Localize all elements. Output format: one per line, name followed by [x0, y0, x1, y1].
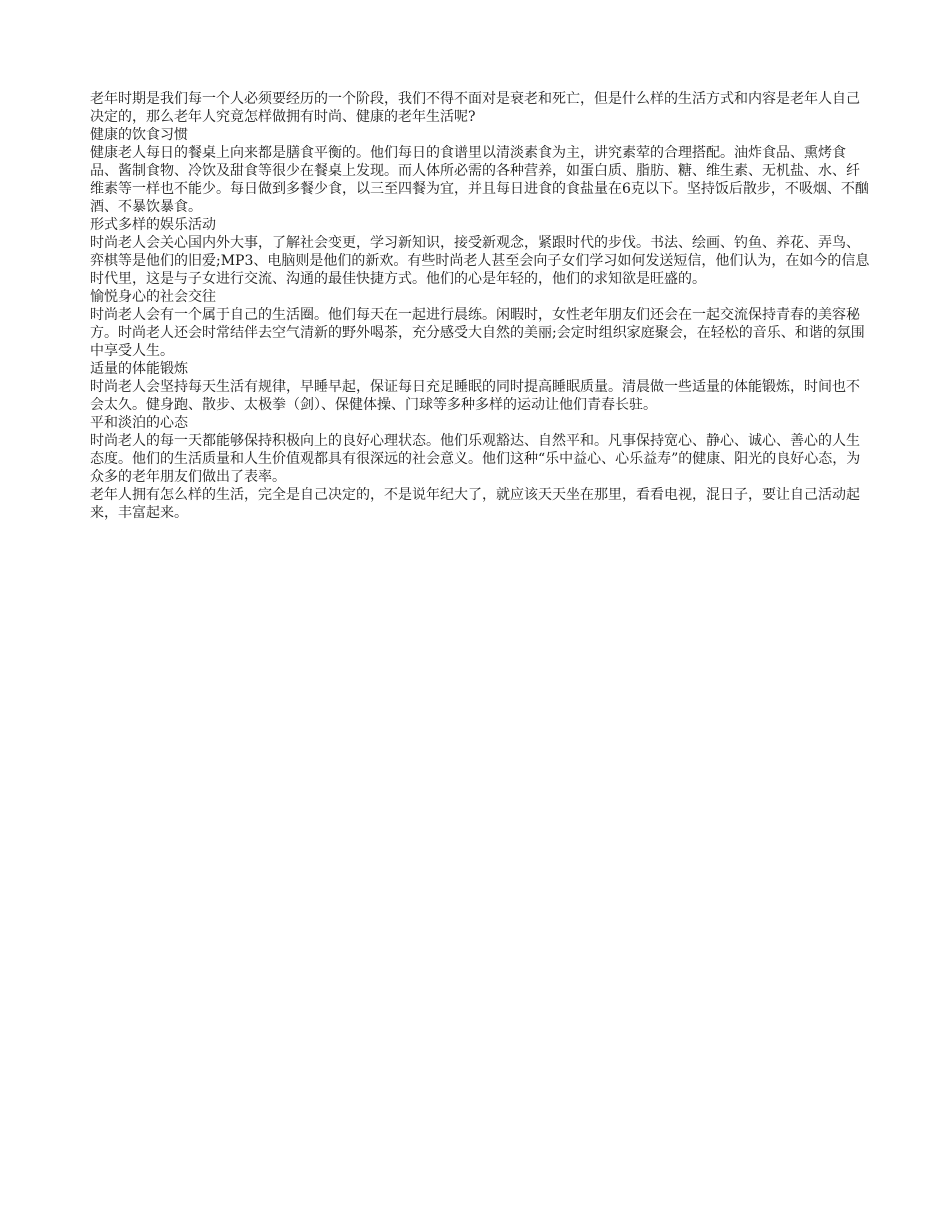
section-heading-mindset: 平和淡泊的心态 — [90, 415, 188, 431]
conclusion-paragraph: 老年人拥有怎么样的生活，完全是自己决定的，不是说年纪大了，就应该天天坐在那里，看看电视，混日子，要让自己活动起来，丰富起来。 — [90, 487, 860, 521]
section-body-entertainment: 时尚老人会关心国内外大事，了解社会变更，学习新知识，接受新观念，紧跟时代的步伐。书法、绘画、钓鱼、养花、弄鸟、弈棋等是他们的旧爱;MP3、电脑则是他们的新欢。有些时尚老人甚至会向子女们学习如何发送短信，他们认为，在如今的信息时代里，这是与子女进行交流、沟通的最佳快捷方式。他们的心是年轻的，他们的求知欲是旺盛的。 — [90, 235, 870, 287]
intro-paragraph: 老年时期是我们每一个人必须要经历的一个阶段，我们不得不面对是衰老和死亡，但是什么样的生活方式和内容是老年人自己决定的，那么老年人究竟怎样做拥有时尚、健康的老年生活呢? — [90, 91, 860, 125]
section-body-diet: 健康老人每日的餐桌上向来都是膳食平衡的。他们每日的食谱里以清淡素食为主，讲究素荤的合理搭配。油炸食品、熏烤食品、酱制食物、冷饮及甜食等很少在餐桌上发现。而人体所必需的各种营养，如蛋白质、脂肪、糖、维生素、无机盐、水、纤维素等一样也不能少。每日做到多餐少食，以三至四餐为宜，并且每日进食的食盐量在6克以下。坚持饭后散步，不吸烟、不酗酒、不暴饮暴食。 — [90, 145, 869, 215]
section-body-exercise: 时尚老人会坚持每天生活有规律，早睡早起，保证每日充足睡眠的同时提高睡眠质量。清晨做一些适量的体能锻炼，时间也不会太久。健身跑、散步、太极拳（剑）、保健体操、门球等多种多样的运动让他们青春长驻。 — [90, 379, 860, 413]
section-body-social: 时尚老人会有一个属于自己的生活圈。他们每天在一起进行晨练。闲暇时，女性老年朋友们还会在一起交流保持青春的美容秘方。时尚老人还会时常结伴去空气清新的野外喝茶，充分感受大自然的美丽;会定时组织家庭聚会，在轻松的音乐、和谐的氛围中享受人生。 — [90, 307, 865, 359]
section-heading-social: 愉悦身心的社会交往 — [90, 289, 216, 305]
section-heading-entertainment: 形式多样的娱乐活动 — [90, 217, 216, 233]
section-heading-exercise: 适量的体能锻炼 — [90, 361, 188, 377]
section-body-mindset: 时尚老人的每一天都能够保持积极向上的良好心理状态。他们乐观豁达、自然平和。凡事保持宽心、静心、诚心、善心的人生态度。他们的生活质量和人生价值观都具有很深远的社会意义。他们这种“乐中益心、心乐益寿”的健康、阳光的良好心态，为众多的老年朋友们做出了表率。 — [90, 433, 861, 485]
article — [90, 90, 870, 522]
section-heading-diet: 健康的饮食习惯 — [90, 127, 188, 143]
